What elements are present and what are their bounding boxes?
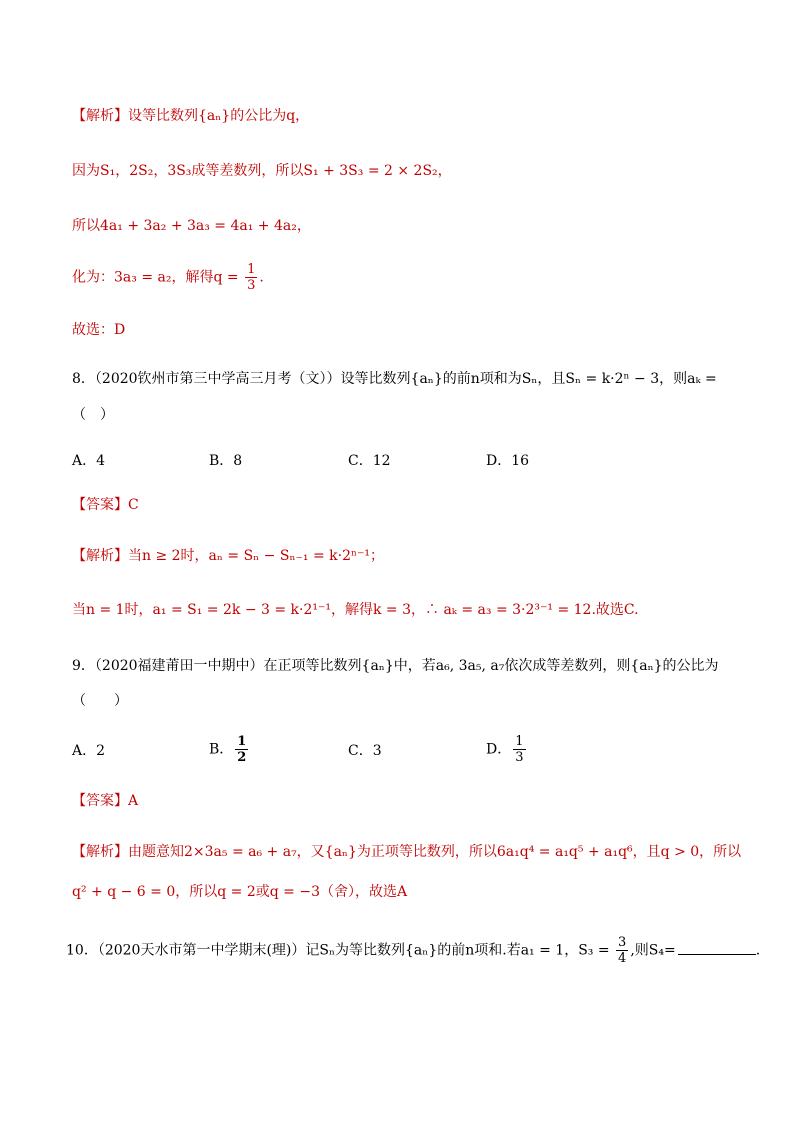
solution-9-line-2: q² + q − 6 = 0，所以q = 2或q = −3（舍），故选A	[72, 884, 408, 900]
solution-7-line-5: 故选：D	[72, 322, 126, 338]
solution-7-line-4	[72, 262, 264, 293]
analysis-tag: 【解析】	[72, 108, 128, 124]
option-label: D．	[486, 741, 512, 758]
question-8-option-c: C．12	[348, 453, 391, 469]
question-text: ,则S₄=	[630, 942, 676, 959]
numerator: 1	[247, 262, 256, 277]
question-10-stem	[66, 935, 760, 966]
solution-text: 化为：3a₃ = a₂，解得q =	[72, 269, 239, 286]
fraction	[616, 935, 628, 966]
solution-text: 当n ≥ 2时，aₙ = Sₙ − Sₙ₋₁ = k·2ⁿ⁻¹；	[128, 548, 385, 564]
numerator: 3	[618, 935, 627, 950]
answer-8	[72, 496, 139, 514]
solution-text: 设等比数列{aₙ}的公比为q，	[128, 108, 310, 124]
question-text: 10．（2020天水市第一中学期末(理)）记Sₙ为等比数列{aₙ}的前n项和.若a₁ = 1，S₃ =	[66, 942, 610, 959]
denominator: 3	[515, 750, 524, 765]
question-8-stem: 8．（2020钦州市第三中学高三月考（文））设等比数列{aₙ}的前n项和为Sₙ，且Sₙ = k·2ⁿ − 3，则aₖ =	[72, 371, 717, 387]
question-9-brackets: （ ）	[72, 693, 128, 709]
solution-7-line-2: 因为S₁，2S₂，3S₃成等差数列，所以S₁ + 3S₃ = 2 × 2S₂，	[72, 163, 452, 179]
question-8-option-d: D．16	[486, 453, 530, 469]
analysis-tag: 【解析】	[72, 548, 128, 564]
question-text: .	[755, 942, 761, 959]
option-label: B．	[209, 741, 234, 758]
solution-text: 由题意知2×3a₅ = a₆ + a₇，又{aₙ}为正项等比数列，所以6a₁q⁴ = a₁q⁵ + a₁q⁶，且q > 0，所以	[128, 844, 742, 860]
solution-7-line-3: 所以4a₁ + 3a₂ + 3a₃ = 4a₁ + 4a₂，	[72, 218, 311, 234]
question-8-option-a: A．4	[72, 453, 106, 469]
denominator: 4	[618, 951, 627, 966]
solution-8-line-1	[72, 547, 384, 565]
fraction	[235, 734, 248, 765]
solution-9-line-1	[72, 843, 741, 861]
numerator: 1	[515, 734, 524, 749]
solution-7-line-1	[72, 107, 309, 125]
analysis-tag: 【解析】	[72, 844, 128, 860]
answer-blank[interactable]	[678, 940, 756, 955]
question-8-option-b: B．8	[209, 453, 243, 469]
question-9-stem: 9．（2020福建莆田一中期中）在正项等比数列{aₙ}中，若a₆, 3a₅, a₇依次成等差数列，则{aₙ}的公比为	[72, 658, 719, 674]
question-8-brackets: （ ）	[72, 407, 114, 423]
denominator: 2	[237, 750, 247, 765]
answer-9	[72, 792, 138, 810]
fraction	[513, 734, 525, 765]
question-9-option-d	[486, 734, 528, 765]
answer-tag: 【答案】	[72, 793, 128, 809]
question-9-option-c: C．3	[348, 743, 382, 759]
denominator: 3	[247, 278, 256, 293]
fraction	[245, 262, 257, 293]
numerator: 1	[237, 734, 247, 749]
question-9-option-b	[209, 734, 250, 765]
solution-8-line-2: 当n = 1时，a₁ = S₁ = 2k − 3 = k·2¹⁻¹，解得k = 3，∴ aₖ = a₃ = 3·2³⁻¹ = 12.故选C.	[72, 602, 639, 618]
answer-value: C	[128, 497, 139, 513]
solution-text: .	[259, 269, 264, 286]
question-9-option-a: A．2	[72, 743, 106, 759]
answer-value: A	[128, 793, 139, 809]
answer-tag: 【答案】	[72, 497, 128, 513]
